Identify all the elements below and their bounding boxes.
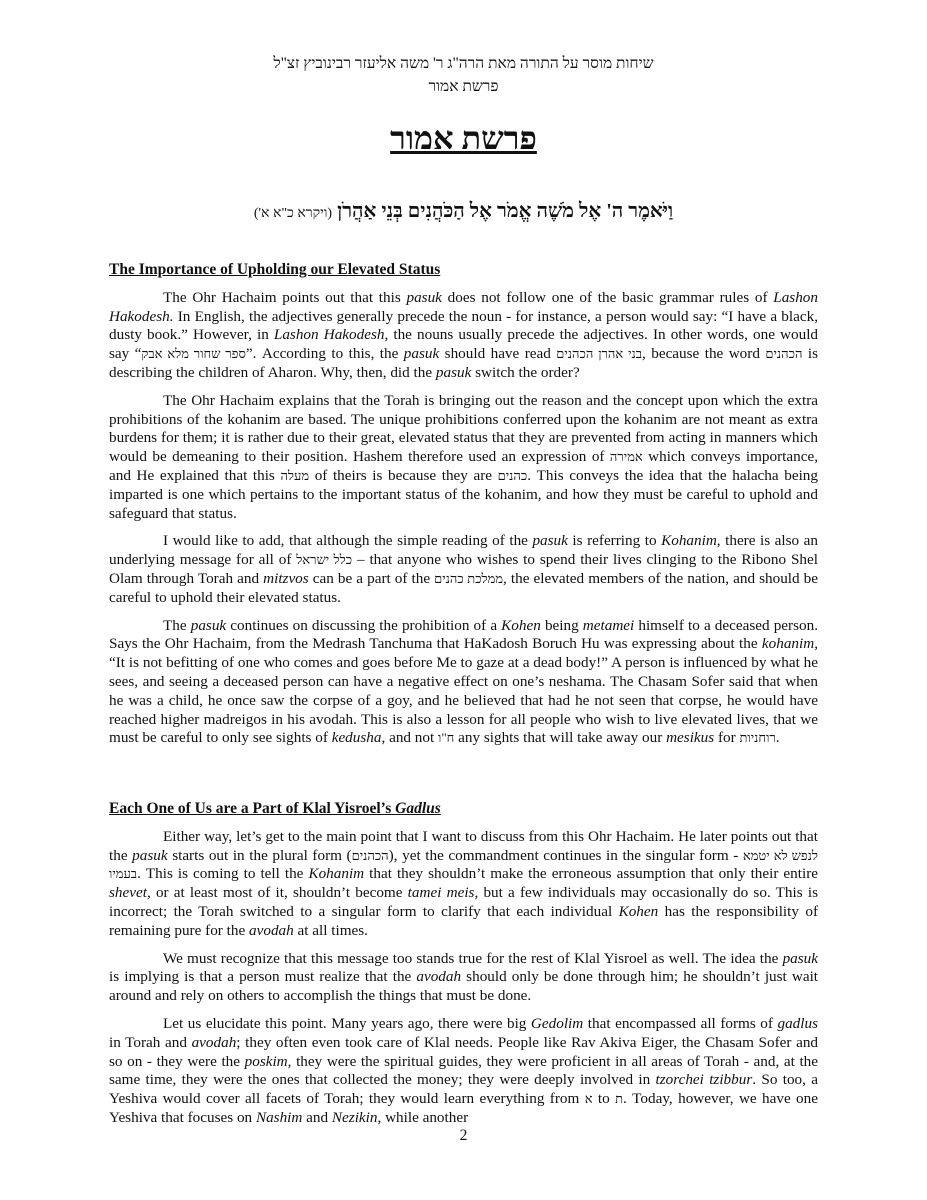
paragraph: The Ohr Hachaim points out that this pasuk does not follow one of the basic grammar rules of Lashon Hakodesh. In English, the adjectives generally precede the noun - for instance, a person would say: “I have a black, dusty book.” However, in Lashon Hakodesh, the nouns usually precede the adjectives. In other words, one would say “ספר שחור מלא אבק”. According to this, the pasuk should have read בני אהרן הכהנים, because the word הכהנים is describing the children of Aharon. Why, then, did the pasuk switch the order?	[109, 288, 819, 381]
paragraph: The pasuk continues on discussing the prohibition of a Kohen being metamei himself to a deceased person. Says the Ohr Hachaim, from the Medrash Tanchuma that HaKadosh Boruch Hu was expressing about the kohanim, “It is not befitting of one who comes and goes before Me to gaze at a dead body!” A person is influenced by what he sees, and seeing a deceased person can have a negative effect on one’s neshama. The Chasam Sofer said that when he was a child, he once saw the corpse of a goy, and he believed that had he not seen that corpse, he would have reached higher madreigos in his avodah. This is also a lesson for all people who wish to live elevated lives, that we must be careful to only see sights of kedusha, and not ח"ו any sights that will take away our mesikus for רוחניות.	[109, 616, 818, 747]
verse-reference: (ויקרא כ"א א')	[253, 206, 333, 221]
paragraph: Either way, let’s get to the main point that I want to discuss from this Ohr Hachaim. He later points out that the pasuk starts out in the plural form (הכהנים), yet the commandment continues in the singular form - לנפש לא יטמא בעמיו. This is coming to tell the Kohanim that they shouldn’t make the erroneous assumption that only their entire shevet, or at least most of it, shouldn’t become tamei meis, but a few individuals may occasionally do so. This is incorrect; the Torah switched to a singular form to clarify that each individual Kohen has the responsibility of remaining pure for the avodah at all times.	[109, 827, 819, 939]
opening-verse	[109, 200, 818, 223]
page-number: 2	[459, 1127, 468, 1144]
paragraph: I would like to add, that although the simple reading of the pasuk is referring to Kohanim, there is also an underlying message for all of כלל ישראל – that anyone who wishes to spend their lives clinging to the Ribono Shel Olam through Torah and mitzvos can be a part of the ממלכת כהנים, the elevated members of the nation, and should be careful to uphold their elevated status.	[109, 532, 819, 606]
page-title: פרשת אמור	[390, 120, 537, 156]
section-heading-2: Each One of Us are a Part of Klal Yisroel’s Gadlus	[109, 800, 441, 817]
section-2	[109, 800, 818, 1137]
verse-text: וַיֹּאמֶר ה' אֶל מֹשֶׁה אֱמֹר אֶל הַכֹּהֲנִים בְּנֵי אַהֲרֹן	[337, 200, 674, 222]
paragraph: Let us elucidate this point. Many years ago, there were big Gedolim that encompassed all forms of gadlus in Torah and avodah; they often even took care of Klal needs. People like Rav Akiva Eiger, the Chasam Sofer and so on - they were the poskim, they were the spiritual guides, they were proficient in all areas of Torah - and, at the same time, they were the ones that collected the money; they were deeply involved in tzorchei tzibbur. So too, a Yeshiva would cover all facets of Torah; they would learn everything from א to ת. Today, however, we have one Yeshiva that focuses on Nashim and Nezikin, while another	[109, 1014, 819, 1126]
running-header-line-2: פרשת אמור	[428, 78, 499, 95]
section-heading-1: The Importance of Upholding our Elevated Status	[109, 261, 441, 278]
paragraph: We must recognize that this message too stands true for the rest of Klal Yisroel as well. The idea the pasuk is implying is that a person must realize that the avodah should only be done through him; he shouldn’t just wait around and rely on others to accomplish the things that must be done.	[109, 949, 819, 1005]
running-header-line-1: שיחות מוסר על התורה מאת הרה"ג ר' משה אליעזר רבינוביץ זצ"ל	[273, 55, 654, 72]
paragraph: The Ohr Hachaim explains that the Torah is bringing out the reason and the concept upon which the extra prohibitions of the kohanim are based. The unique prohibitions conferred upon the kohanim are not meant as extra burdens for them; it is rather due to their great, elevated status that they are prevented from acting in manners which would be demeaning to their position. Hashem therefore used an expression of אמירה which conveys importance, and He explained that this מעלה of theirs is because they are כהנים. This conveys the idea that the halacha being imparted is one which pertains to the important status of the kohanim, and how they must be careful to uphold and safeguard that status.	[109, 391, 819, 522]
section-1	[109, 261, 818, 757]
